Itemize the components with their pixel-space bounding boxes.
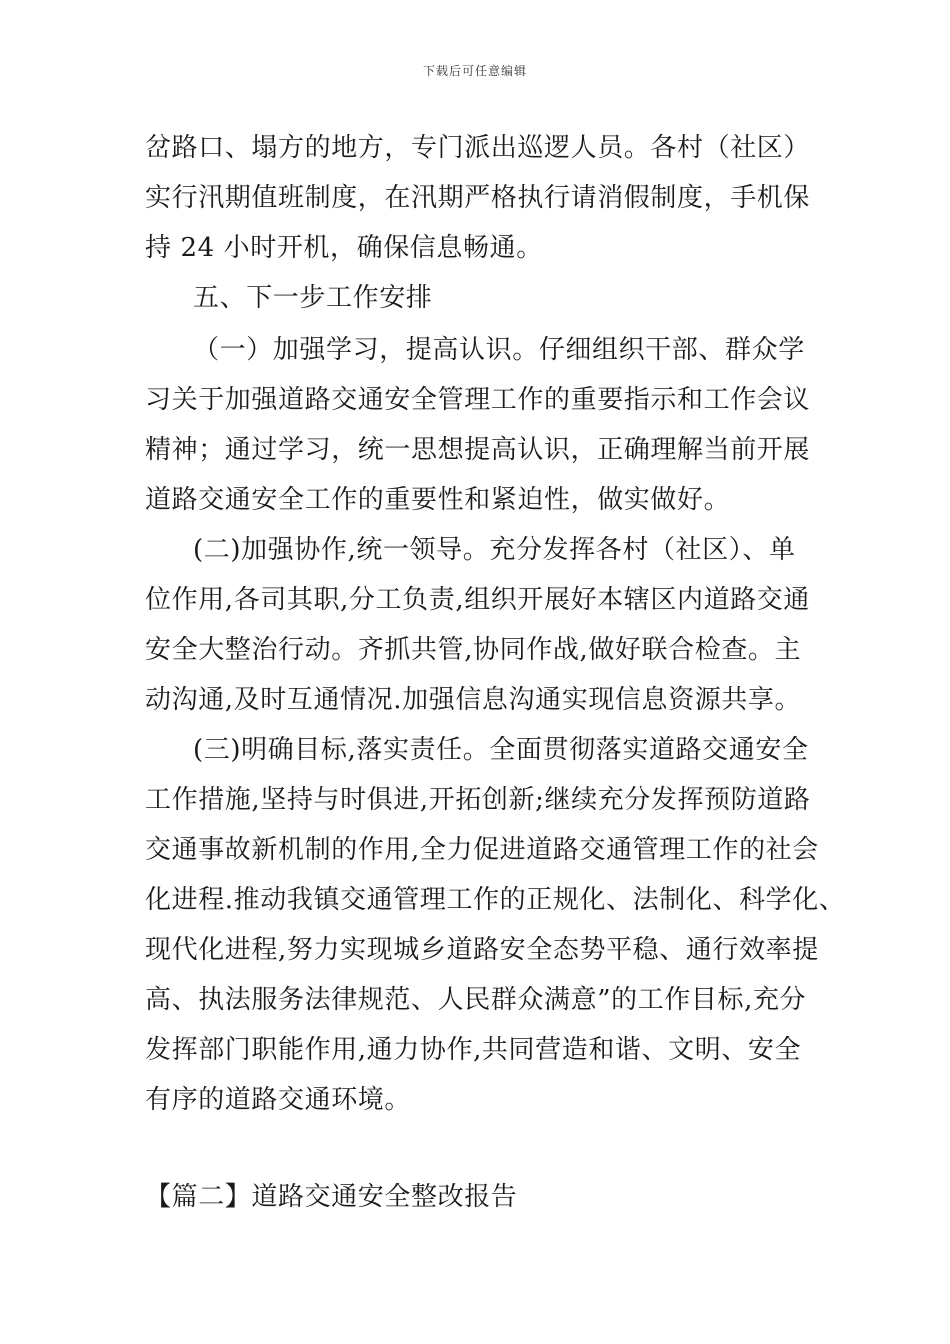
- text-line: 道路交通安全工作的重要性和紧迫性，做实做好。: [145, 485, 731, 515]
- text-line: 持 24 小时开机，确保信息畅通。: [145, 233, 543, 263]
- text-line: 精神；通过学习，统一思想提高认识，正确理解当前开展: [145, 435, 811, 465]
- text-line: 位作用,各司其职,分工负责,组织开展好本辖区内道路交通: [145, 585, 810, 615]
- text-line: 工作措施,坚持与时俱进,开拓创新;继续充分发挥预防道路: [145, 785, 811, 815]
- text-line: 有序的道路交通环境。: [145, 1085, 412, 1115]
- chapter-heading: 【篇二】道路交通安全整改报告: [145, 1182, 518, 1212]
- text-line: 实行汛期值班制度，在汛期严格执行请消假制度，手机保: [145, 183, 811, 213]
- text-line: 现代化进程,努力实现城乡道路安全态势平稳、通行效率提: [145, 935, 819, 965]
- text-line: (三)明确目标,落实责任。全面贯彻落实道路交通安全: [193, 735, 809, 765]
- text-line: 安全大整治行动。齐抓共管,协同作战,做好联合检查。主: [145, 635, 802, 665]
- text-line: 高、执法服务法律规范、人民群众满意”的工作目标,充分: [145, 985, 807, 1015]
- page-header: 下载后可任意编辑: [422, 64, 527, 78]
- text-line: 化进程.推动我镇交通管理工作的正规化、法制化、科学化、: [145, 885, 846, 915]
- text-line: 习关于加强道路交通安全管理工作的重要指示和工作会议: [145, 385, 811, 415]
- text-line: （一）加强学习，提高认识。仔细组织干部、群众学: [193, 335, 805, 365]
- text-line: (二)加强协作,统一领导。充分发挥各村（社区）、单: [193, 535, 796, 565]
- text-line: 发挥部门职能作用,通力协作,共同营造和谐、文明、安全: [145, 1035, 802, 1065]
- text-line: 岔路口、塌方的地方，专门派出巡逻人员。各村（社区）: [145, 133, 811, 163]
- text-line: 动沟通,及时互通情况.加强信息沟通实现信息资源共享。: [145, 685, 802, 715]
- section-heading: 五、下一步工作安排: [193, 283, 433, 313]
- text-line: 交通事故新机制的作用,全力促进道路交通管理工作的社会: [145, 835, 819, 865]
